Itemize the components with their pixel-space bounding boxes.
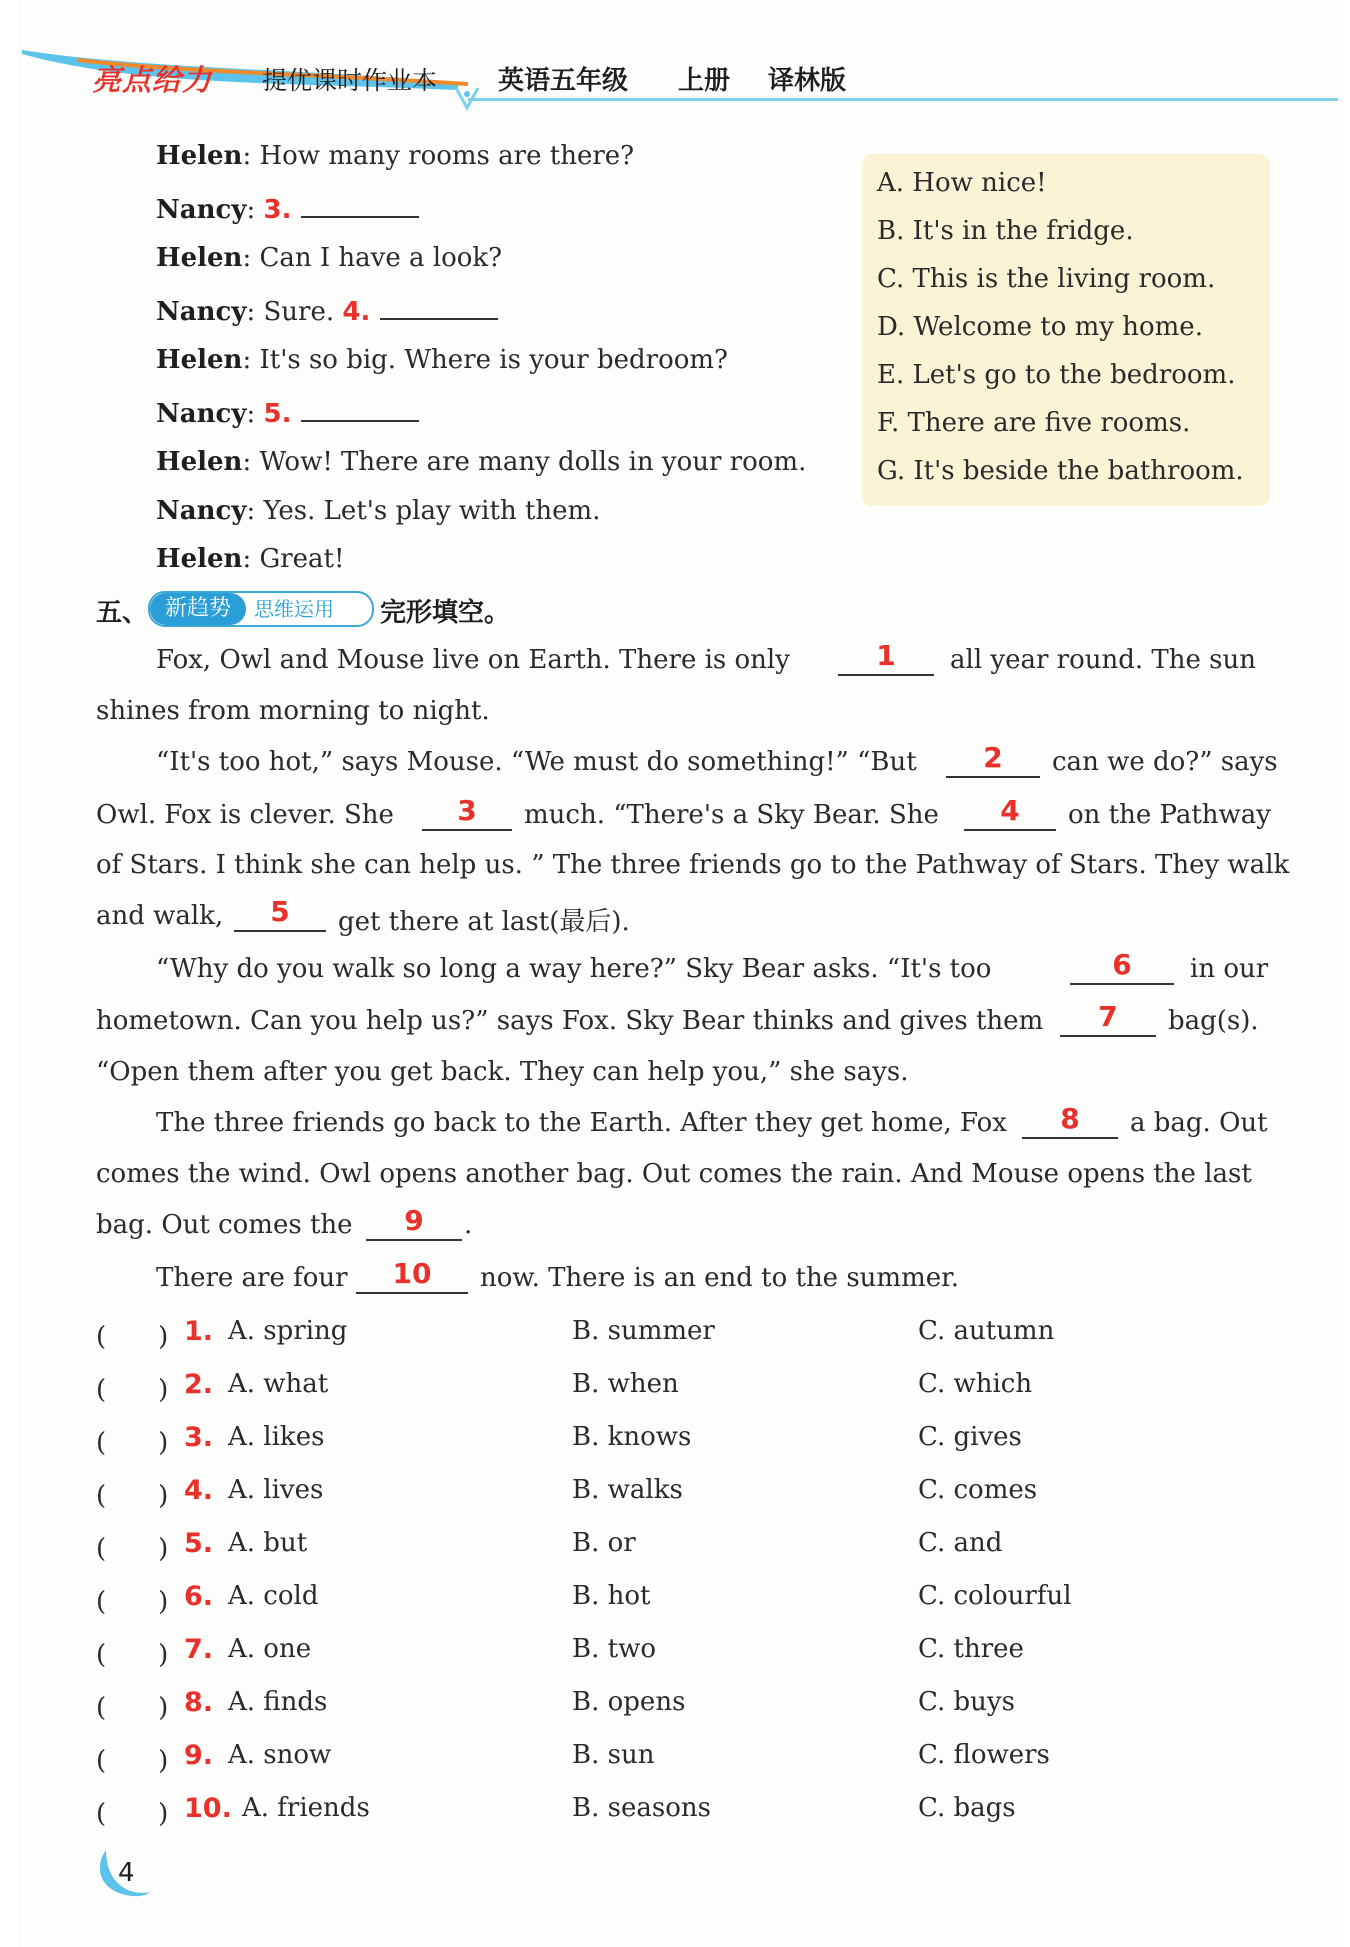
choice-a: A. spring <box>228 1316 348 1346</box>
speaker-separator: : <box>242 141 260 171</box>
answer-bracket[interactable]: ( ) <box>96 1322 169 1352</box>
dialogue-line <box>156 141 634 171</box>
option-item: E. Let's go to the bedroom. <box>877 360 1236 390</box>
passage-text: a bag. Out <box>1130 1108 1268 1138</box>
question-number: 1. <box>184 1316 214 1347</box>
passage-text: all year round. The sun <box>950 645 1256 675</box>
choice-c: C. colourful <box>918 1581 1072 1611</box>
choice-c: C. which <box>918 1369 1033 1399</box>
passage-text: much. “There's a Sky Bear. She <box>524 800 939 830</box>
section-task: 完形填空。 <box>380 598 511 628</box>
cloze-gap[interactable]: 8 <box>1022 1103 1118 1139</box>
passage-text: Fox, Owl and Mouse live on Earth. There is only <box>156 645 790 675</box>
speaker-name: Helen <box>156 447 243 477</box>
speaker-name: Helen <box>156 141 243 171</box>
passage-text: The three friends go back to the Earth. After they get home, Fox <box>156 1108 1007 1138</box>
choice-a: A. lives <box>228 1475 324 1505</box>
passage-text: of Stars. I think she can help us. ” The three friends go to the Pathway of Stars. They walk <box>96 850 1290 880</box>
passage-text: comes the wind. Owl opens another bag. Out comes the rain. And Mouse opens the last <box>96 1159 1252 1189</box>
choice-c: C. autumn <box>918 1316 1055 1346</box>
dialogue-line <box>156 192 419 225</box>
cloze-gap[interactable]: 5 <box>234 896 326 932</box>
answer-blank[interactable] <box>301 396 419 422</box>
choice-a: A. likes <box>228 1422 325 1452</box>
question-number: 8. <box>184 1687 214 1718</box>
passage-text: . <box>464 1210 473 1240</box>
dialogue-line <box>156 396 419 429</box>
passage-text: Owl. Fox is clever. She <box>96 800 394 830</box>
question-number: 5. <box>184 1528 214 1559</box>
speaker-separator: : <box>242 345 260 375</box>
option-item: C. This is the living room. <box>877 264 1216 294</box>
passage-text: “It's too hot,” says Mouse. “We must do something!” “But <box>156 747 917 777</box>
speaker-separator: : <box>246 496 264 526</box>
speaker-separator: : <box>246 297 264 327</box>
dialogue-text: It's so big. Where is your bedroom? <box>259 345 728 375</box>
badge-label: 新趋势 <box>150 593 246 625</box>
cloze-gap[interactable]: 2 <box>946 742 1040 778</box>
dialogue-line <box>156 544 344 574</box>
trend-badge <box>148 591 374 627</box>
dialogue-text: How many rooms are there? <box>259 141 635 171</box>
speaker-name: Nancy <box>156 399 247 429</box>
choice-b: B. when <box>572 1369 679 1399</box>
choice-b: B. opens <box>572 1687 686 1717</box>
question-number: 5. <box>263 399 292 429</box>
choice-a: A. what <box>228 1369 329 1399</box>
answer-bracket[interactable]: ( ) <box>96 1534 169 1564</box>
page-number: 4 <box>118 1858 135 1888</box>
book-edition: 译林版 <box>768 66 847 96</box>
dialogue-text: Great! <box>259 544 345 574</box>
choice-b: B. two <box>572 1634 656 1664</box>
option-item: G. It's beside the bathroom. <box>877 456 1244 486</box>
choice-b: B. knows <box>572 1422 692 1452</box>
answer-bracket[interactable]: ( ) <box>96 1428 169 1458</box>
answer-bracket[interactable]: ( ) <box>96 1587 169 1617</box>
choice-c: C. gives <box>918 1422 1022 1452</box>
speaker-name: Helen <box>156 345 243 375</box>
passage-text: and walk, <box>96 901 224 931</box>
option-item: A. How nice! <box>877 168 1047 198</box>
option-item: B. It's in the fridge. <box>877 216 1134 246</box>
choice-a: A. finds <box>228 1687 328 1717</box>
dialogue-line <box>156 345 728 375</box>
question-number: 10. <box>184 1793 232 1824</box>
passage-text: “Open them after you get back. They can help you,” she says. <box>96 1057 909 1087</box>
book-title: 英语五年级 <box>498 66 629 96</box>
passage-text: get there at last(最后). <box>338 907 630 937</box>
passage-text: “Why do you walk so long a way here?” Sky Bear asks. “It's too <box>156 954 992 984</box>
dialogue-line <box>156 294 498 327</box>
speaker-name: Helen <box>156 544 243 574</box>
question-number: 7. <box>184 1634 214 1665</box>
passage-text: bag(s). <box>1168 1006 1259 1036</box>
cloze-gap[interactable]: 9 <box>366 1205 462 1241</box>
speaker-separator: : <box>242 544 260 574</box>
cloze-gap[interactable]: 7 <box>1060 1001 1156 1037</box>
choice-b: B. sun <box>572 1740 655 1770</box>
question-number: 3. <box>184 1422 214 1453</box>
option-item: D. Welcome to my home. <box>877 312 1203 342</box>
question-number: 4. <box>184 1475 214 1506</box>
choice-c: C. flowers <box>918 1740 1050 1770</box>
dialogue-text: Wow! There are many dolls in your room. <box>259 447 807 477</box>
choice-a: A. friends <box>242 1793 370 1823</box>
passage-text: hometown. Can you help us?” says Fox. Sky Bear thinks and gives them <box>96 1006 1044 1036</box>
section-number: 五、 <box>96 598 149 628</box>
choice-a: A. cold <box>228 1581 319 1611</box>
choice-b: B. or <box>572 1528 636 1558</box>
speaker-separator: : <box>242 447 260 477</box>
dialogue-text: Sure. <box>263 297 343 327</box>
cloze-gap[interactable]: 1 <box>838 640 934 676</box>
choice-b: B. hot <box>572 1581 651 1611</box>
question-number: 9. <box>184 1740 214 1771</box>
speaker-name: Nancy <box>156 297 247 327</box>
page-header <box>0 0 1350 120</box>
passage-text: shines from morning to night. <box>96 696 490 726</box>
question-number: 3. <box>263 195 292 225</box>
choice-a: A. one <box>228 1634 312 1664</box>
speaker-name: Nancy <box>156 195 247 225</box>
series-name: 提优课时作业本 <box>262 66 438 95</box>
question-number: 2. <box>184 1369 214 1400</box>
passage-text: in our <box>1190 954 1269 984</box>
passage-text: bag. Out comes the <box>96 1210 353 1240</box>
speaker-name: Helen <box>156 243 243 273</box>
header-rule <box>468 98 1338 101</box>
question-number: 4. <box>342 297 371 327</box>
answer-bracket[interactable]: ( ) <box>96 1375 169 1405</box>
dialogue-line <box>156 496 600 526</box>
dialogue-line <box>156 447 806 477</box>
answer-bracket[interactable]: ( ) <box>96 1640 169 1670</box>
passage-text: can we do?” says <box>1052 747 1278 777</box>
choice-c: C. and <box>918 1528 1003 1558</box>
choice-c: C. buys <box>918 1687 1015 1717</box>
choice-b: B. walks <box>572 1475 683 1505</box>
answer-blank[interactable] <box>301 192 419 218</box>
question-number: 6. <box>184 1581 214 1612</box>
answer-bracket[interactable]: ( ) <box>96 1746 169 1776</box>
passage-text: now. There is an end to the summer. <box>480 1263 959 1293</box>
choice-a: A. but <box>228 1528 308 1558</box>
choice-c: C. three <box>918 1634 1024 1664</box>
speaker-separator: : <box>246 195 264 225</box>
answer-bracket[interactable]: ( ) <box>96 1693 169 1723</box>
badge-sublabel: 思维运用 <box>254 597 334 621</box>
option-item: F. There are five rooms. <box>877 408 1191 438</box>
cloze-gap[interactable]: 6 <box>1070 949 1174 985</box>
dialogue-line <box>156 243 502 273</box>
answer-blank[interactable] <box>380 294 498 320</box>
speaker-separator: : <box>242 243 260 273</box>
speaker-name: Nancy <box>156 496 247 526</box>
cloze-gap[interactable]: 4 <box>964 795 1056 831</box>
cloze-gap[interactable]: 10 <box>356 1258 468 1294</box>
dialogue-text: Yes. Let's play with them. <box>263 496 601 526</box>
choice-b: B. summer <box>572 1316 715 1346</box>
choice-b: B. seasons <box>572 1793 711 1823</box>
choice-c: C. bags <box>918 1793 1016 1823</box>
book-volume: 上册 <box>678 66 731 96</box>
brand-logo-text: 亮点给力 <box>92 63 213 97</box>
passage-text: There are four <box>156 1263 348 1293</box>
speaker-separator: : <box>246 399 264 429</box>
dialogue-text: Can I have a look? <box>259 243 503 273</box>
choice-c: C. comes <box>918 1475 1038 1505</box>
cloze-gap[interactable]: 3 <box>422 795 512 831</box>
answer-bracket[interactable]: ( ) <box>96 1481 169 1511</box>
choice-a: A. snow <box>228 1740 332 1770</box>
passage-text: on the Pathway <box>1068 800 1271 830</box>
answer-bracket[interactable]: ( ) <box>96 1799 169 1829</box>
